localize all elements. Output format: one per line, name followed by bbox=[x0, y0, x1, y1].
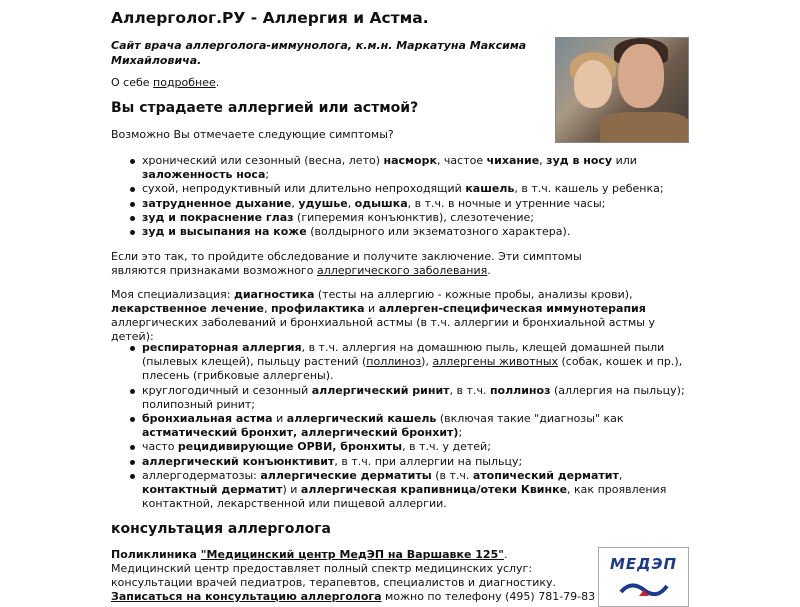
specialization-intro-run: лекарственное лечение bbox=[111, 302, 264, 315]
symptom-run: кашель bbox=[465, 182, 515, 196]
medep-logo-icon bbox=[619, 578, 669, 600]
symptom-run: , bbox=[539, 154, 547, 167]
specialization-run: , в т.ч. bbox=[449, 383, 490, 397]
doctor-photo bbox=[555, 37, 689, 143]
symptoms-list bbox=[126, 154, 689, 239]
specialization-run: (включая такие "диагнозы" как bbox=[436, 412, 624, 426]
specialization-intro bbox=[111, 288, 689, 344]
specialization-intro-run: (тесты на аллергию - кожные пробы, анализы крови), bbox=[314, 288, 633, 301]
symptom-item bbox=[126, 154, 689, 182]
conclusion-text: Если это так, то пройдите обследование и получите заключение. Эти симптомы являются признаками возможного аллергического заболевания. bbox=[111, 250, 582, 277]
specialization-run: ; bbox=[458, 426, 463, 440]
specialization-run: аллергическая крапивница/отеки Квинке bbox=[300, 483, 568, 497]
specialization-run: (в т.ч. bbox=[431, 468, 473, 482]
specialization-item bbox=[126, 469, 689, 512]
symptom-item bbox=[126, 197, 689, 211]
specialization-intro-run: аллергических заболеваний и бронхиальной астмы (в т.ч. аллергии и бронхиальной астмы у детей): bbox=[111, 316, 655, 343]
specialization-run: , в т.ч. у детей; bbox=[402, 440, 491, 454]
specialization-run: (собак, кошек и пр.), плесень (грибковые аллергены). bbox=[142, 355, 683, 383]
symptom-run: удушье bbox=[298, 196, 348, 210]
symptom-run: , bbox=[291, 196, 299, 210]
specialization-intro-run: , bbox=[263, 302, 271, 315]
specialization-run: , в т.ч. аллергия на домашнюю пыль, клещей домашней пыли (пылевых клещей), пыльцу растений ( bbox=[142, 341, 665, 369]
symptom-run: , bbox=[347, 196, 355, 210]
symptom-run: зуд и покраснение глаз bbox=[142, 210, 294, 224]
specialization-intro-run: и bbox=[364, 302, 379, 315]
specialization-run: (аллергия на пыльцу); полипозный ринит; bbox=[142, 383, 685, 411]
allergic-disease-link[interactable]: аллергического заболевания bbox=[316, 264, 488, 277]
specialization-run: круглогодичный и сезонный bbox=[142, 383, 312, 397]
specialization-item bbox=[126, 341, 689, 384]
site-subtitle: Сайт врача аллерголога-иммунолога, к.м.н. Маркатуна Максима Михайловича. bbox=[111, 39, 527, 67]
symptom-item bbox=[126, 211, 689, 225]
symptom-run: (гиперемия конъюнктив), слезотечение; bbox=[293, 210, 534, 224]
symptom-run: ; bbox=[265, 168, 270, 182]
symptom-run: зуд и высыпания на коже bbox=[142, 225, 307, 239]
clinic-text: Поликлиника "Медицинский центр МедЭП на Варшавке 125". Медицинский центр предоставляет полный спектр медицинских услуг: консультации врачей педиатров, терапевтов, специалистов и диагностику. bbox=[111, 548, 557, 589]
specialization-intro-run: профилактика bbox=[270, 302, 365, 315]
signup-link[interactable]: Записаться на консультацию аллерголога bbox=[111, 590, 382, 603]
specialization-intro-run: аллерген-специфическая иммунотерапия bbox=[378, 302, 646, 315]
symptom-run: , в т.ч. в ночные и утренние часы; bbox=[407, 196, 606, 210]
specialization-run: аллергодерматозы: bbox=[142, 468, 261, 482]
symptom-run: чихание bbox=[486, 154, 540, 167]
symptom-run: сухой, непродуктивный или длительно непроходящий bbox=[142, 182, 466, 196]
specialization-run: аллергический кашель bbox=[286, 412, 437, 426]
symptom-run: заложенность носа bbox=[142, 168, 266, 182]
page-title: Аллерголог.РУ - Аллергия и Астма. bbox=[111, 9, 429, 27]
specialization-run: , bbox=[618, 468, 623, 482]
specialization-item bbox=[126, 440, 689, 454]
specialization-run: рецидивирующие ОРВИ, бронхиты bbox=[177, 440, 403, 454]
specialization-run: часто bbox=[142, 440, 178, 454]
specialization-run: и bbox=[272, 412, 287, 426]
medep-logo[interactable] bbox=[598, 547, 689, 607]
symptom-run: (волдырного или экзематозного характера). bbox=[306, 225, 571, 239]
specialization-run: ), bbox=[421, 355, 433, 369]
specialization-run[interactable]: аллергены животных bbox=[432, 355, 559, 369]
symptom-run: хронический или сезонный (весна, лето) bbox=[142, 154, 384, 167]
specialization-run: , в т.ч. при аллергии на пыльцу; bbox=[334, 454, 523, 468]
symptom-run: , частое bbox=[436, 154, 487, 167]
specialization-run: аллергический ринит bbox=[311, 383, 450, 397]
specialization-item bbox=[126, 384, 689, 412]
symptom-item bbox=[126, 182, 689, 196]
specialization-run: бронхиальная астма bbox=[142, 412, 273, 426]
specialization-intro-run: Моя специализация: bbox=[111, 288, 234, 301]
symptom-run: насморк bbox=[383, 154, 437, 167]
specialization-run: респираторная аллергия bbox=[142, 341, 302, 354]
specialization-item bbox=[126, 412, 689, 440]
specialization-run: атопический дерматит bbox=[472, 468, 619, 482]
symptom-run: одышка bbox=[354, 196, 408, 210]
specialization-run: аллергический конъюнктивит bbox=[142, 454, 335, 468]
specialization-run: , как проявления контактной, лекарственной или пищевой аллергии. bbox=[142, 483, 667, 511]
symptom-run: , в т.ч. кашель у ребенка; bbox=[514, 182, 664, 196]
symptom-run: или bbox=[612, 154, 637, 167]
section-heading-allergy: Вы страдаете аллергией или астмой? bbox=[111, 100, 419, 116]
specialization-run: контактный дерматит bbox=[142, 483, 283, 497]
about-line: О себе подробнее. bbox=[111, 76, 220, 89]
clinic-link[interactable]: "Медицинский центр МедЭП на Варшавке 125" bbox=[200, 548, 504, 561]
specialization-run: поллиноз bbox=[489, 383, 551, 397]
specialization-run: астматический бронхит, аллергический бронхит) bbox=[142, 426, 459, 440]
about-more-link[interactable]: подробнее bbox=[153, 76, 216, 89]
specialization-intro-run: диагностика bbox=[233, 288, 315, 301]
symptom-item bbox=[126, 225, 689, 239]
specialization-item bbox=[126, 455, 689, 469]
section-heading-consult: консультация аллерголога bbox=[111, 521, 331, 537]
medep-logo-text: МЕДЭП bbox=[609, 555, 678, 573]
symptom-run: затрудненное дыхание bbox=[142, 196, 292, 210]
symptom-run: зуд в носу bbox=[546, 154, 613, 167]
specialization-run[interactable]: поллиноз bbox=[366, 355, 422, 369]
specialization-run: аллергические дерматиты bbox=[260, 468, 432, 482]
symptoms-lead: Возможно Вы отмечаете следующие симптомы? bbox=[111, 128, 394, 141]
signup-text: Записаться на консультацию аллерголога можно по телефону (495) 781-79-83 bbox=[111, 590, 596, 603]
specialization-run: ) и bbox=[282, 483, 301, 497]
specialization-list bbox=[126, 341, 689, 511]
